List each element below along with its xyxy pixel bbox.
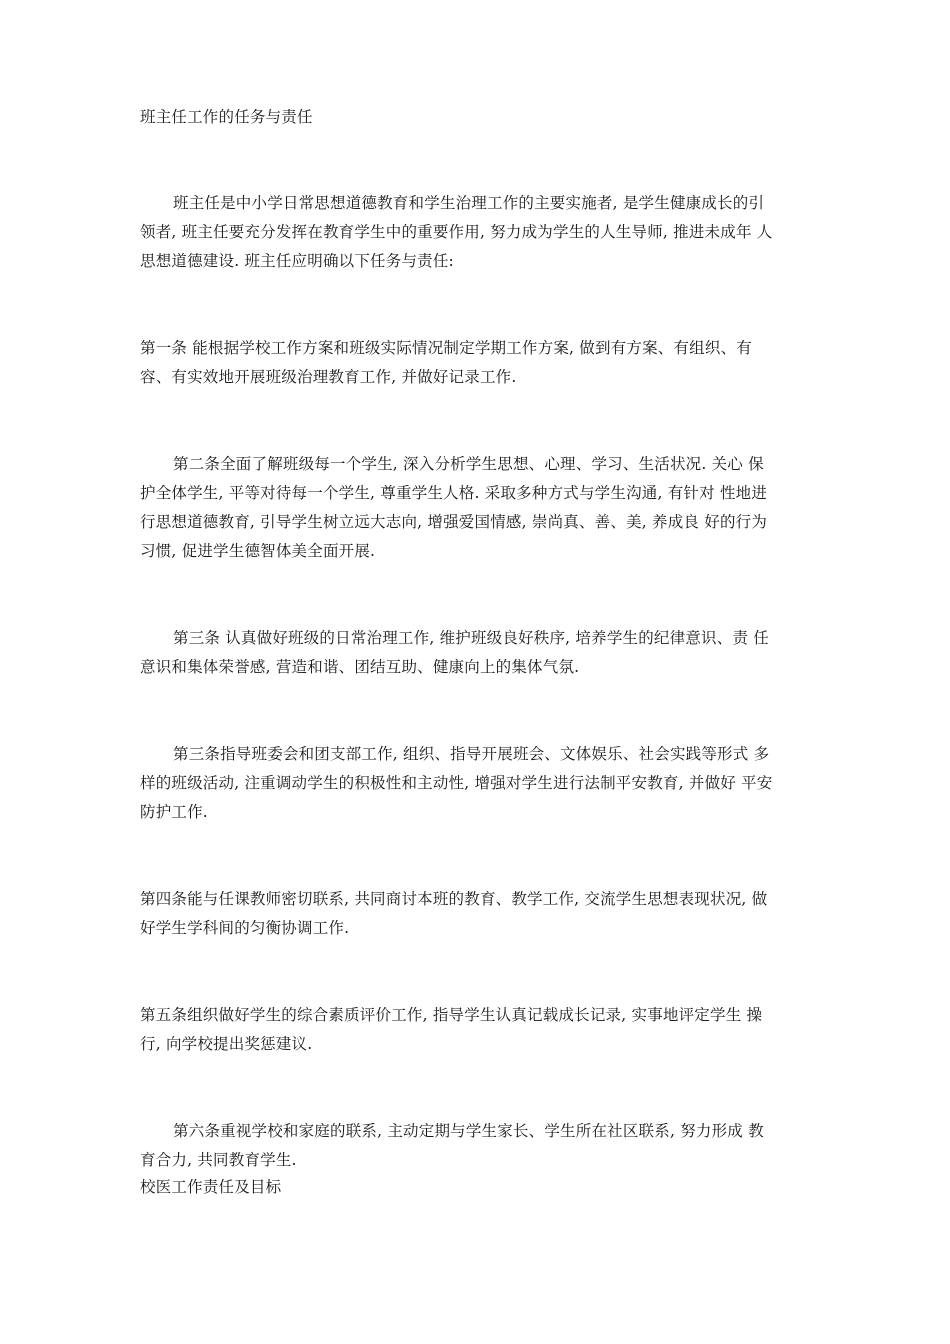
article4-line-2: 好学生学科间的匀衡协调工作. [140,919,350,937]
article1-line-1: 第一条 能根据学校工作方案和班级实际情况制定学期工作方案, 做到有方案、有组织、有 [140,339,752,357]
article2-line-4: 习惯, 促进学生德智体美全面开展. [140,542,376,560]
article3b-line-2: 样的班级活动, 注重调动学生的积极性和主动性, 增强对学生进行法制平安教育, 并做好 平安 [140,774,773,792]
article3a-line-1: 第三条 认真做好班级的日常治理工作, 维护班级良好秩序, 培养学生的纪律意识、责 任 [173,629,769,647]
article6-line-1: 第六条重视学校和家庭的联系, 主动定期与学生家长、学生所在社区联系, 努力形成 教 [173,1122,764,1140]
article3b-line-1: 第三条指导班委会和团支部工作, 组织、指导开展班会、文体娱乐、社会实践等形式 多 [173,745,770,763]
article2-line-3: 行思想道德教育, 引导学生树立远大志向, 增强爱国情感, 崇尚真、善、美, 养成良 好的行为 [140,513,768,531]
next-section-title: 校医工作责任及目标 [140,1178,282,1196]
intro-line-1: 班主任是中小学日常思想道德教育和学生治理工作的主要实施者, 是学生健康成长的引 [173,194,765,212]
intro-line-3: 思想道德建设. 班主任应明确以下任务与责任: [140,252,454,270]
article6-line-2: 育合力, 共同教育学生. [140,1151,297,1169]
document-title: 班主任工作的任务与责任 [140,108,313,126]
article4-line-1: 第四条能与任课教师密切联系, 共同商讨本班的教育、教学工作, 交流学生思想表现状况, 做 [140,890,768,908]
article3a-line-2: 意识和集体荣誉感, 营造和谐、团结互助、健康向上的集体气氛. [140,658,580,676]
article3b-line-3: 防护工作. [140,803,208,821]
article2-line-1: 第二条全面了解班级每一个学生, 深入分析学生思想、心理、学习、生活状况. 关心 保 [173,455,764,473]
article5-line-1: 第五条组织做好学生的综合素质评价工作, 指导学生认真记载成长记录, 实事地评定学生 操 [140,1006,763,1024]
article1-line-2: 容、有实效地开展班级治理教育工作, 并做好记录工作. [140,368,517,386]
article2-line-2: 护全体学生, 平等对待每一个学生, 尊重学生人格. 采取多种方式与学生沟通, 有针对 性地进 [140,484,768,502]
article5-line-2: 行, 向学校提出奖惩建议. [140,1035,313,1053]
intro-line-2: 领者, 班主任要充分发挥在教育学生中的重要作用, 努力成为学生的人生导师, 推进未成年 人 [140,223,773,241]
